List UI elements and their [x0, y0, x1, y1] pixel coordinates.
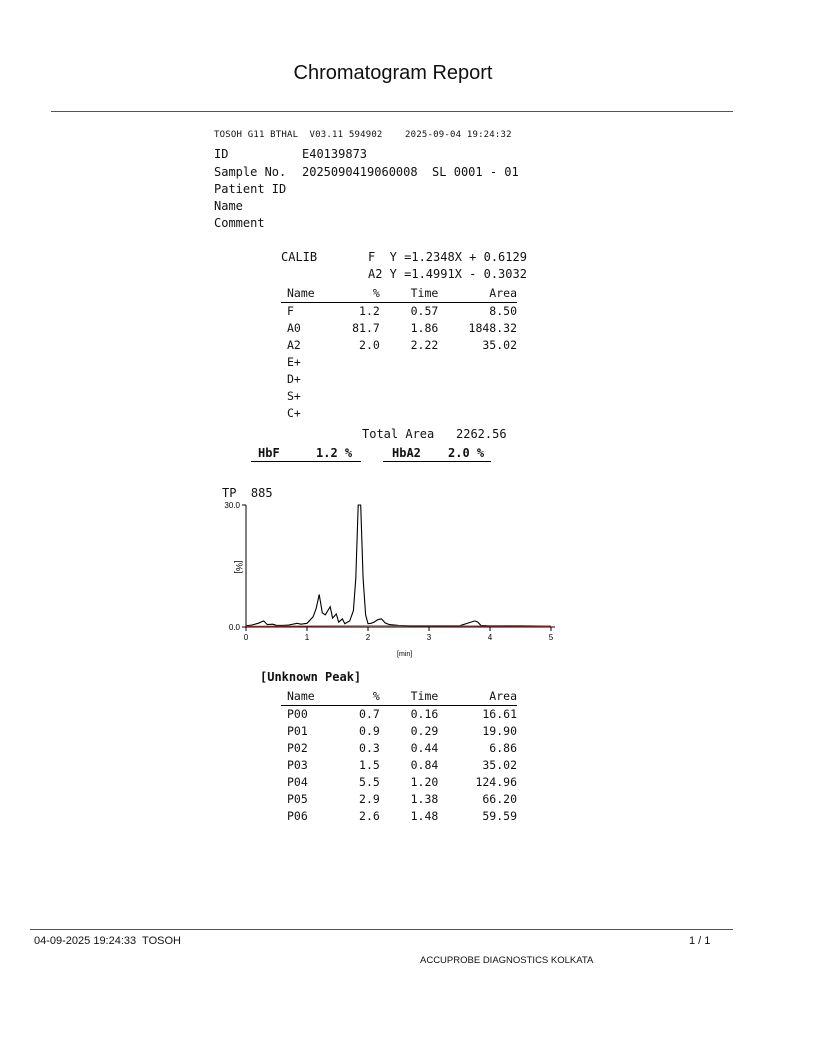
cell-area: 8.50 [489, 304, 517, 318]
cell-area [438, 371, 517, 388]
x-tick-label: 4 [487, 633, 493, 642]
cell-time: 1.86 [410, 321, 439, 335]
cell-name: A0 [287, 321, 301, 335]
cell-percent: 5.5 [359, 775, 380, 789]
table-row [281, 405, 517, 422]
cell-name: C+ [287, 406, 301, 420]
cell-area: 35.02 [482, 338, 517, 352]
header-divider [51, 111, 733, 112]
cell-percent: 2.9 [359, 792, 380, 806]
cell-time [380, 405, 438, 422]
cell-area: 19.90 [482, 724, 517, 738]
col-time: Time [380, 687, 438, 706]
cell-percent: 2.0 [359, 338, 380, 352]
table-row [281, 337, 517, 354]
table-row [281, 354, 517, 371]
footer-divider [30, 929, 733, 930]
col-name: Name [281, 284, 342, 303]
cell-time: 1.38 [410, 792, 439, 806]
cell-name: P05 [287, 792, 308, 806]
calib-label: CALIB [281, 250, 318, 264]
sample-label: Sample No. [214, 165, 287, 179]
patient-id-label: Patient ID [214, 182, 287, 196]
footer-timestamp: 04-09-2025 19:24:33 TOSOH [34, 935, 181, 947]
cell-area [438, 354, 517, 371]
cell-percent: 1.2 [359, 304, 380, 318]
cell-name: P04 [287, 775, 308, 789]
cell-name: A2 [287, 338, 301, 352]
cell-area: 6.86 [489, 741, 517, 755]
cell-name: P03 [287, 758, 308, 772]
cell-percent: 1.5 [359, 758, 380, 772]
chromatogram-chart [220, 495, 565, 660]
col-percent: % [342, 687, 380, 706]
x-tick-label: 0 [243, 633, 249, 642]
comment-label: Comment [214, 216, 265, 230]
table-row [281, 791, 517, 808]
cell-time: 0.44 [410, 741, 439, 755]
cell-name: D+ [287, 372, 301, 386]
unknown-peak-title: [Unknown Peak] [260, 670, 362, 684]
hbf-value: 1.2 % [316, 446, 353, 460]
hba2-value: 2.0 % [448, 446, 485, 460]
table-row [281, 808, 517, 825]
cell-percent [342, 354, 380, 371]
table-row [281, 388, 517, 405]
cell-area [438, 405, 517, 422]
cell-name: F [287, 304, 294, 318]
cell-percent: 81.7 [352, 321, 380, 335]
cell-percent [342, 371, 380, 388]
col-percent: % [342, 284, 380, 303]
cell-area: 35.02 [482, 758, 517, 772]
cell-time: 0.16 [410, 707, 439, 721]
chromatogram-trace [246, 505, 551, 626]
cell-time: 1.48 [410, 809, 439, 823]
cell-time: 1.20 [410, 775, 439, 789]
sample-value: 2025090419060008 SL 0001 - 01 [302, 165, 519, 179]
cell-time [380, 388, 438, 405]
cell-time [380, 371, 438, 388]
instrument-line: TOSOH G11 BTHAL V03.11 594902 2025-09-04 19:24:32 [214, 130, 512, 140]
calib-line-1: F Y =1.2348X + 0.6129 [368, 250, 527, 264]
hbf-label: HbF [258, 446, 280, 460]
table-row [281, 774, 517, 791]
cell-name: P00 [287, 707, 308, 721]
table-row [281, 740, 517, 757]
hba2-label: HbA2 [392, 446, 421, 460]
cell-time [380, 354, 438, 371]
page-number: 1 / 1 [689, 935, 711, 947]
y-axis-label: [%] [234, 560, 244, 574]
cell-time: 0.29 [410, 724, 439, 738]
results-table [281, 284, 517, 422]
y-tick-label: 30.0 [224, 501, 240, 510]
cell-time: 0.57 [410, 304, 439, 318]
table-row [281, 371, 517, 388]
cell-area: 1848.32 [468, 321, 517, 335]
cell-percent: 0.9 [359, 724, 380, 738]
col-time: Time [380, 284, 438, 303]
cell-area: 59.59 [482, 809, 517, 823]
calib-line-2: A2 Y =1.4991X - 0.3032 [368, 267, 527, 281]
cell-name: P06 [287, 809, 308, 823]
table-row [281, 757, 517, 774]
x-tick-label: 5 [548, 633, 554, 642]
col-area: Area [438, 284, 517, 303]
unknown-peak-table [281, 687, 517, 825]
x-tick-label: 1 [304, 633, 310, 642]
table-row [281, 706, 517, 724]
x-tick-label: 2 [365, 633, 371, 642]
col-area: Area [438, 687, 517, 706]
cell-area: 66.20 [482, 792, 517, 806]
lab-name: ACCUPROBE DIAGNOSTICS KOLKATA [420, 955, 594, 966]
id-label: ID [214, 147, 229, 161]
cell-time: 2.22 [410, 338, 439, 352]
cell-name: P02 [287, 741, 308, 755]
x-axis-label: [min] [397, 651, 413, 658]
x-tick-label: 3 [426, 633, 432, 642]
summary-underline-1 [251, 461, 361, 462]
total-area-label: Total Area [362, 427, 435, 441]
cell-name: S+ [287, 389, 301, 403]
name-label: Name [214, 199, 243, 213]
table-row [281, 320, 517, 337]
cell-percent: 0.3 [359, 741, 380, 755]
cell-percent [342, 405, 380, 422]
chart-title: TP 885 [222, 486, 273, 500]
id-value: E40139873 [302, 147, 368, 161]
y-tick-label: 0.0 [228, 623, 240, 632]
results-header-row [281, 284, 517, 303]
total-area-value: 2262.56 [456, 427, 507, 441]
col-name: Name [281, 687, 342, 706]
cell-name: P01 [287, 724, 308, 738]
cell-area [438, 388, 517, 405]
table-row [281, 303, 517, 321]
cell-area: 16.61 [482, 707, 517, 721]
unknown-header-row [281, 687, 517, 706]
cell-percent: 2.6 [359, 809, 380, 823]
page-title: Chromatogram Report [293, 62, 493, 84]
cell-percent: 0.7 [359, 707, 380, 721]
cell-percent [342, 388, 380, 405]
summary-underline-2 [383, 461, 491, 462]
cell-time: 0.84 [410, 758, 439, 772]
table-row [281, 723, 517, 740]
cell-name: E+ [287, 355, 301, 369]
cell-area: 124.96 [475, 775, 517, 789]
